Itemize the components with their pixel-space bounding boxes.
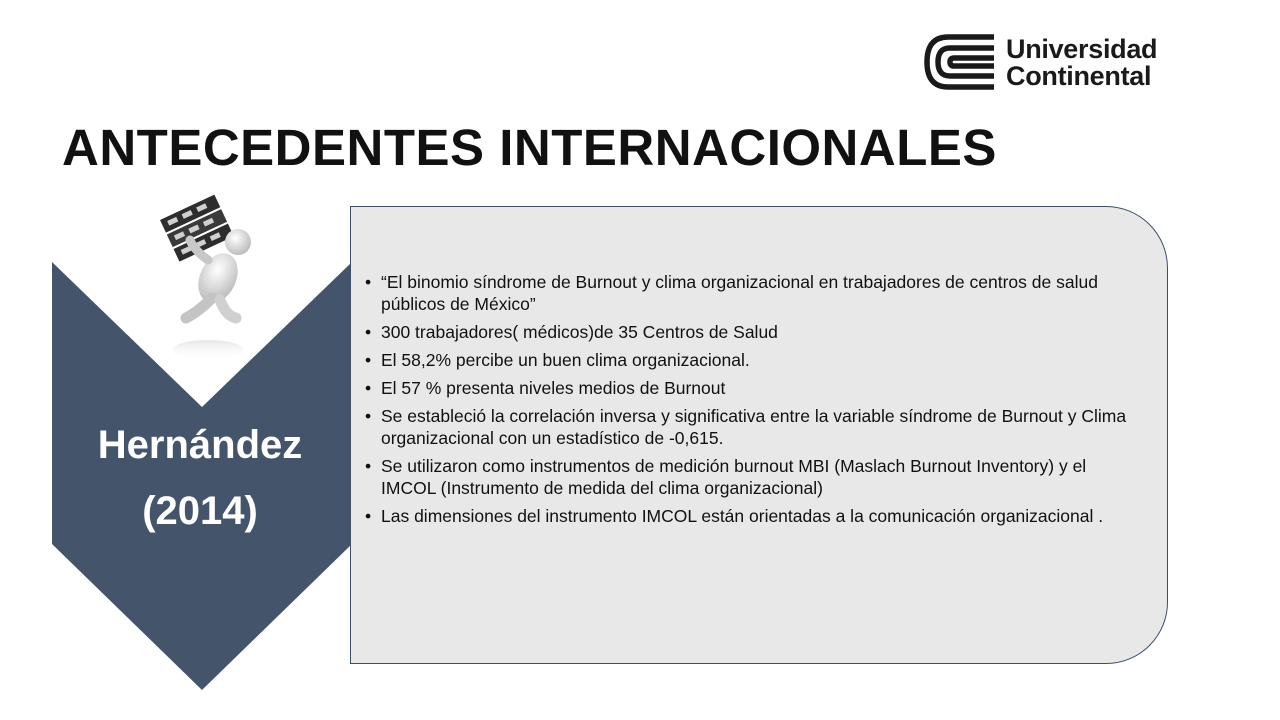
list-item: • El 57 % presenta niveles medios de Burnout xyxy=(365,377,1135,399)
author-name: Hernández xyxy=(97,423,303,467)
list-item: • “El binomio síndrome de Burnout y clima organizacional en trabajadores de centros de salud públicos de México” xyxy=(365,271,1135,315)
page-title: ANTECEDENTES INTERNACIONALES xyxy=(62,119,997,176)
list-item: • Las dimensiones del instrumento IMCOL están orientadas a la comunicación organizacional . xyxy=(365,505,1135,527)
list-item: • El 58,2% percibe un buen clima organizacional. xyxy=(365,349,1135,371)
list-item: • Se estableció la correlación inversa y significativa entre la variable síndrome de Burnout y Clima organizacional con un estadístico de -0,615. xyxy=(365,405,1135,449)
person-carrying-binders-icon xyxy=(150,190,270,370)
university-logo-icon xyxy=(924,34,996,90)
list-item: • Se utilizaron como instrumentos de medición burnout MBI (Maslach Burnout Inventory) y el IMCOL (Instrumento de medida del clima organizacional) xyxy=(365,455,1135,499)
content-card xyxy=(350,206,1168,664)
logo-line-2: Continental xyxy=(1006,61,1152,91)
author-year: (2014) xyxy=(142,489,258,533)
logo-line-1: Universidad xyxy=(1006,34,1158,64)
university-name xyxy=(1006,36,1157,90)
university-logo xyxy=(924,34,1174,94)
list-item: • 300 trabajadores( médicos)de 35 Centros de Salud xyxy=(365,321,1135,343)
author-label xyxy=(60,412,340,544)
bullet-list xyxy=(365,271,1135,533)
